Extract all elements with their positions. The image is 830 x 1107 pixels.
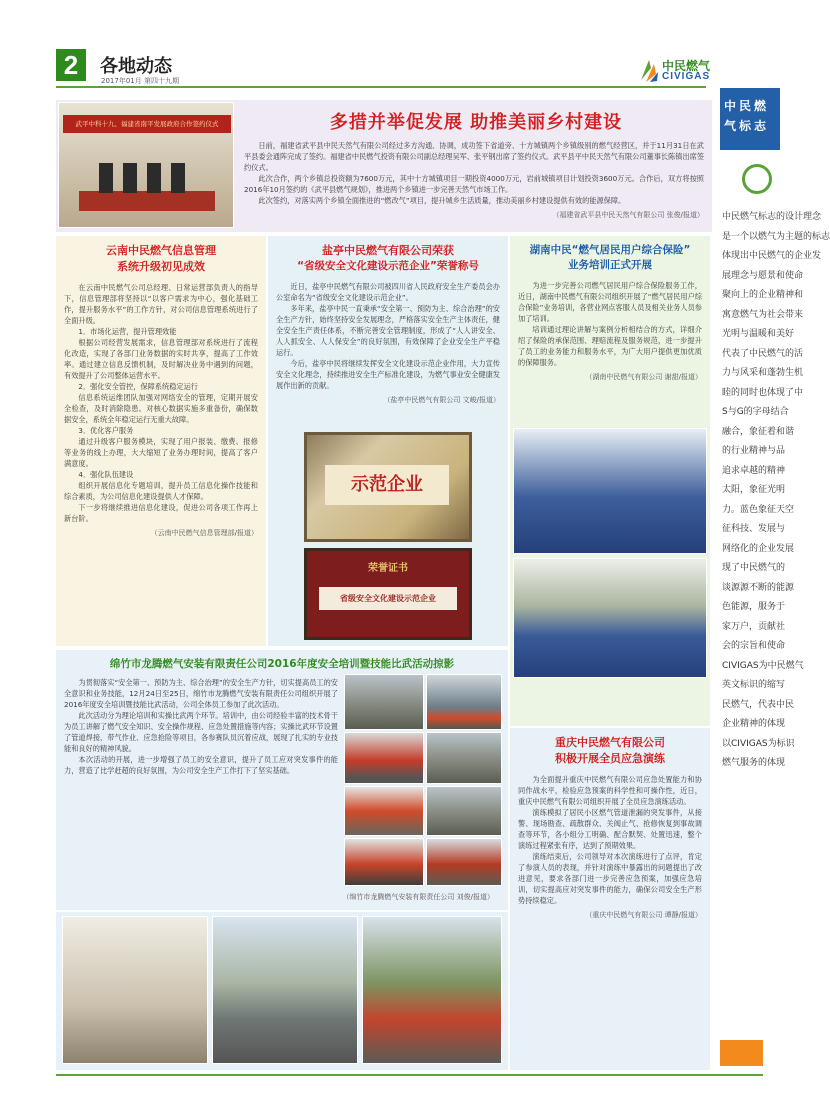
ceremony-people (99, 163, 195, 193)
side-line: 寓意燃气为社会带来 (722, 309, 804, 320)
section-title: 各地动态 (100, 56, 172, 77)
mianzhu-credit: （绵竹市龙腾燃气安装有限责任公司 刘俊/报道） (342, 893, 494, 901)
side-line: 色能源，服务于 (722, 602, 786, 612)
side-logo-icon (742, 164, 772, 194)
hunan-credit: （湖南中民燃气有限公司 谢甜/报道） (585, 373, 702, 381)
yanting-para-1: 近日，盐亭中民燃气有限公司被四川省人民政府安全生产委员会办公室命名为“省级安全文化建设示范企业”。 (276, 282, 500, 302)
top-article-para-2: 此次合作，两个乡镇总投资额为7600万元，其中十方城镇项目一期投资4000万元，岩前城镇项目计划投资3600万元。合作后，双方将按照2016年10月签约的《武平县燃气规划》，推进两个乡镇进一步完善天然气市场工作。 (244, 174, 704, 194)
side-line: 融合，象征着和谐 (722, 426, 795, 437)
mianzhu-para-3: 本次活动的开展，进一步增强了员工的安全意识，提升了员工应对突发事件的能力，营造了比学赶超的良好氛围，为公司安全生产工作打下了坚实基础。 (64, 755, 338, 775)
hunan-title-2: 业务培训正式开展 (568, 259, 652, 271)
mianzhu-title: 绵竹市龙腾燃气安装有限责任公司2016年度安全培训暨技能比武活动掠影 (109, 658, 455, 670)
bottom-meeting-photo (62, 916, 208, 1064)
mianzhu-photo-6 (426, 786, 502, 836)
yunnan-para-1: 在云南中民燃气公司总经理、日常运营部负责人的指导下，信息管理部将坚持以“以客户需求为中心，强化基础工作，提升服务水平”的工作方针，对公司信息管理系统进行了全面升级。 (64, 283, 258, 325)
page-number-badge: 2 (56, 49, 86, 81)
side-line: 网络化的企业发展 (722, 543, 795, 554)
side-text-area (720, 208, 830, 1058)
side-line: 以CIVIGAS为标识 (722, 738, 795, 749)
yanting-credit: （盐亭中民燃气有限公司 文峻/报道） (383, 396, 500, 404)
mianzhu-photo-5 (344, 786, 424, 836)
yunnan-para-4: 2．强化安全管控，保障系统稳定运行 (78, 382, 198, 391)
side-line: 民燃气，代表中民 (722, 699, 795, 710)
side-column (720, 88, 830, 1070)
mianzhu-photo-8 (426, 838, 502, 886)
side-line: 光明与温暖和美好 (722, 329, 795, 339)
header-rule (56, 86, 706, 88)
mianzhu-photo-1 (344, 674, 424, 730)
hunan-title-1: 湖南中民“燃气居民用户综合保险” (529, 244, 691, 256)
yunnan-para-3: 根据公司经营发展需求，信息管理部对系统进行了流程化改造，实现了各部门业务数据的实时共享，提高了工作效率。通过建立信息反馈机制，及时解决业务中遇到的问题，有效提升了公司整体运营水平。 (64, 338, 258, 380)
plaque-2-title: 荣誉证书 (368, 563, 408, 574)
side-bottom-bar (720, 1040, 763, 1066)
side-line: 谈源源不断的能源 (722, 582, 795, 593)
issue-date: 2017年01月 第四十九期 (101, 77, 179, 85)
plaque-2-text: 省级安全文化建设示范企业 (319, 587, 457, 610)
yanting-title-1: 盐亭中民燃气有限公司荣获 (322, 244, 454, 257)
logo-cn: 中民燃气 (662, 59, 711, 73)
side-line: 的行业精神与品 (722, 446, 786, 456)
ceremony-table (79, 191, 215, 211)
mianzhu-photo-4 (426, 732, 502, 784)
article-hunan (510, 236, 710, 726)
chongqing-title-1: 重庆中民燃气有限公司 (555, 736, 665, 749)
yanting-title-2: “省级安全文化建设示范企业”荣誉称号 (297, 260, 479, 272)
side-line: 力。蓝色象征天空 (722, 504, 795, 515)
hunan-para-2: 培训通过理论讲解与案例分析相结合的方式，详细介绍了保险的承保范围、理赔流程及服务规范，进一步提升了员工的业务能力和服务水平，为广大用户提供更加优质的保障服务。 (518, 325, 702, 367)
side-line: 太阳，象征光明 (722, 485, 786, 495)
plaque-1-text: 示范企业 (325, 465, 449, 505)
hunan-para-1: 为进一步完善公司燃气居民用户综合保险服务工作，近日，湖南中民燃气有限公司组织开展了“燃气居民用户综合保险”业务培训，各营业网点客服人员及相关业务人员参加了培训。 (518, 281, 702, 323)
side-header: 中民燃气标志 (720, 88, 780, 150)
mianzhu-photo-3 (344, 732, 424, 784)
article-mianzhu (56, 650, 508, 910)
top-article-title: 多措并举促发展 助推美丽乡村建设 (329, 112, 623, 133)
yunnan-para-9: 组织开展信息化专题培训，提升员工信息化操作技能和综合素质，为公司信息化建设提供人才保障。 (64, 481, 258, 501)
article-yunnan (56, 236, 266, 646)
yunnan-para-10: 下一步将继续推进信息化建设，促进公司各项工作再上新台阶。 (64, 503, 258, 523)
bottom-road-photo-2 (362, 916, 502, 1064)
yunnan-credit: （云南中民燃气信息管理部/报道） (150, 529, 258, 537)
footer-rule (56, 1074, 763, 1076)
top-article (56, 100, 712, 232)
company-logo (638, 56, 716, 86)
side-line: 聚向上的企业精神和 (722, 290, 804, 300)
signing-ceremony-photo (58, 102, 234, 228)
plaque-photo-2 (304, 548, 472, 640)
side-text-lines (722, 208, 830, 774)
mianzhu-photo-7 (344, 838, 424, 886)
yanting-para-2: 多年来，盐亭中民一直秉承“安全第一、预防为主、综合治理”的安全生产方针，始终坚持安全发展理念，严格落实安全生产主体责任，健全安全生产责任体系，不断完善安全管理制度，形成了“人人讲安全、人人抓安全、人人保安全”的良好氛围，有效保障了企业安全生产平稳运行。 (276, 304, 500, 357)
side-line: 睦的同时也体现了中 (722, 387, 804, 398)
article-chongqing (510, 728, 710, 1070)
side-line: 燃气服务的体现 (722, 758, 786, 768)
side-line: 现了中民燃气的 (722, 563, 786, 573)
top-article-para-1: 日前，福建省武平县中民天然气有限公司经过多方沟通、协调，成功签下省道旁、十方城镇两个乡镇级别的燃气经营区，并于11月31日在武平县委会通阵完成了签约。福建省中民燃气投资有限公司副总经理吴军、张平钢出席了签约仪式。武平县平中民天然气有限公司董事长陈镇出席签约仪式。 (244, 141, 705, 172)
side-line: 展理念与愿景和使命 (722, 270, 804, 281)
yunnan-para-8: 4．强化队伍建设 (78, 470, 134, 479)
side-line: 英文标识的缩写 (722, 680, 786, 690)
side-line: 代表了中民燃气的活 (722, 348, 804, 359)
yunnan-para-7: 通过升级客户服务模块，实现了用户报装、缴费、报修等业务的线上办理，大大缩短了业务办理时间，提高了客户满意度。 (64, 437, 258, 468)
yunnan-para-6: 3．优化客户服务 (78, 426, 134, 435)
chongqing-para-2: 演练模拟了居民小区燃气管道泄漏的突发事件，从接警、现场勘查、疏散群众、关阀止气、抢修恢复到事故调查等环节，各小组分工明确、配合默契、处置迅速，整个演练过程紧张有序，达到了预期效果。 (518, 808, 702, 850)
yunnan-title-1: 云南中民燃气信息管理 (106, 244, 216, 257)
bottom-road-photo-1 (212, 916, 358, 1064)
hunan-training-photo-1 (513, 428, 707, 554)
bottom-photo-strip (56, 912, 508, 1070)
yunnan-para-2: 1．市场化运营，提升管理效能 (78, 327, 177, 336)
yunnan-title-2: 系统升级初见成效 (117, 260, 205, 273)
top-article-body (244, 140, 704, 220)
side-line: 中民燃气标志的设计理念 (722, 212, 822, 222)
mianzhu-para-1: 为贯彻落实“安全第一、预防为主、综合治理”的安全生产方针，切实提高员工的安全意识和业务技能，12月24日至25日，绵竹市龙腾燃气安装有限责任公司组织开展了2016年度安全培训暨技能比武活动，公司全体员工参加了此次活动。 (64, 678, 338, 709)
chongqing-para-1: 为全面提升重庆中民燃气有限公司应急处置能力和协同作战水平，检验应急预案的科学性和可操作性，近日，重庆中民燃气有限公司组织开展了全员应急演练活动。 (518, 775, 702, 806)
plaque-photo-1 (304, 432, 472, 542)
top-article-para-3: 此次签约，对落实两个乡镇全面推进的“燃改气”项目，提升城乡生活质量，推动美丽乡村建设提供有效的能源保障。 (258, 196, 626, 205)
article-yanting (268, 236, 508, 646)
hunan-training-photo-2 (513, 558, 707, 678)
yanting-para-3: 今后，盐亭中民将继续发挥安全文化建设示范企业作用，大力宣传安全文化理念，持续推进安全生产标准化建设，为燃气事业安全健康发展作出新的贡献。 (276, 359, 500, 390)
side-line: 追求卓越的精神 (722, 465, 786, 476)
mianzhu-para-2: 此次活动分为理论培训和实操比武两个环节。培训中，由公司经验丰富的技术骨干为员工讲解了燃气安全知识、安全操作规程、应急处置措施等内容；实操比武环节设置了管道焊接、带气作业、应急抢险等项目，各参赛队员沉着应战，展现了扎实的专业技能和良好的精神风貌。 (64, 711, 338, 753)
side-line: S与G的字母结合 (722, 407, 789, 417)
side-line: 家万户，贡献社 (722, 621, 786, 632)
yunnan-para-5: 信息系统运维团队加强对网络安全的管理，定期开展安全检查，及时消除隐患。对核心数据实施多重备份，确保数据安全，系统全年稳定运行无重大故障。 (64, 393, 258, 424)
chongqing-title-2: 积极开展全员应急演练 (555, 752, 665, 765)
top-article-credit: （福建省武平县中民天然气有限公司 张俊/报道） (552, 211, 704, 219)
side-line: 力与风采和蓬勃生机 (722, 368, 804, 378)
side-line: 征科技、发展与 (722, 524, 786, 534)
side-line: 是一个以燃气为主题的标志 (722, 231, 830, 242)
chongqing-para-3: 演练结束后，公司领导对本次演练进行了点评，肯定了参演人员的表现，并针对演练中暴露出的问题提出了改进意见，要求各部门进一步完善应急预案，加强应急培训，切实提高应对突发事件的能力，确保公司安全生产形势持续稳定。 (518, 852, 702, 905)
chongqing-credit: （重庆中民燃气有限公司 谭静/报道） (585, 911, 702, 919)
mianzhu-photo-2 (426, 674, 502, 730)
side-line: CIVIGAS为中民燃气 (722, 660, 804, 671)
logo-mark-icon (638, 58, 660, 84)
side-line: 体现出中民燃气的企业发 (722, 251, 822, 261)
logo-en: CIVIGAS (662, 71, 711, 82)
ceremony-banner: 武平中科十九、福建省南平发展政府合作签约仪式 (63, 115, 231, 133)
side-line: 企业精神的体现 (722, 719, 786, 729)
side-line: 会的宗旨和使命 (722, 641, 786, 651)
